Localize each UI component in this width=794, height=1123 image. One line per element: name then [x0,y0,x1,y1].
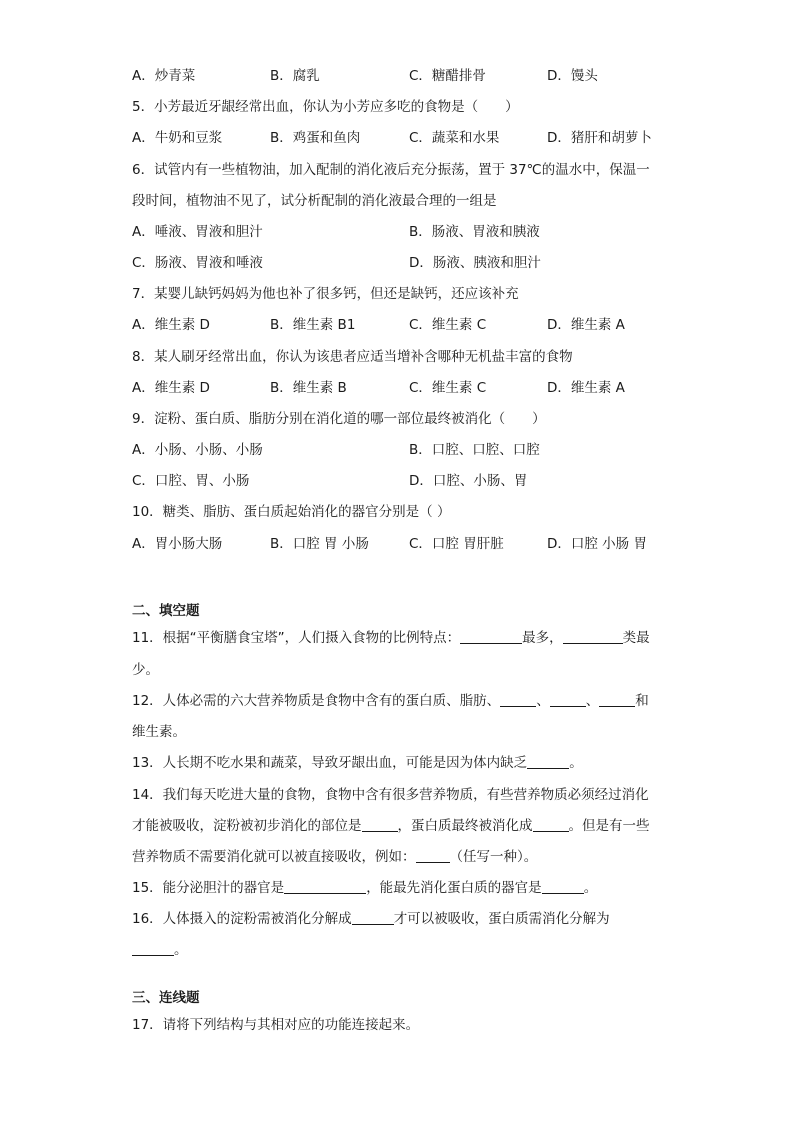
q15-line [132,878,597,898]
q17-stem: 17．请将下列结构与其相对应的功能连接起来。 [132,1017,420,1033]
q15-blank-2 [542,879,584,894]
q13-text-1: 13．人长期不吃水果和蔬菜，导致牙龈出血，可能是因为体内缺乏 [132,755,528,771]
q16-line1 [132,909,610,929]
q11-line2: 少。 [132,662,159,678]
q9-option-d: D．口腔、小肠、胃 [409,473,528,489]
q4-option-b: B．腐乳 [270,68,320,84]
q6-stem-line1: 6．试管内有一些植物油，加入配制的消化液后充分振荡，置于 37℃的温水中，保温一 [132,162,650,178]
q14-line1: 14．我们每天吃进大量的食物，食物中含有很多营养物质，有些营养物质必须经过消化 [132,787,649,803]
q12-blank-2 [550,692,586,707]
q15-text-2: ，能最先消化蛋白质的器官是 [366,880,542,896]
q12-blank-3 [599,692,635,707]
q12-sep-2: 、 [585,693,600,709]
q4-option-a: A．炒青菜 [132,68,196,84]
q16-line2 [132,940,188,960]
q4-option-c: C．糖醋排骨 [409,68,486,84]
section-matching-title: 三、连线题 [132,990,200,1006]
q9-stem: 9．淀粉、蛋白质、脂肪分别在消化道的哪一部位最终被消化（ ） [132,411,546,427]
q16-blank-1 [352,910,394,925]
q12-text-1: 12．人体必需的六大营养物质是食物中含有的蛋白质、脂肪、 [132,693,501,709]
q5-stem: 5．小芳最近牙龈经常出血，你认为小芳应多吃的食物是（ ） [132,99,519,115]
q14-text-1: 才能被吸收，淀粉被初步消化的部位是 [132,818,362,834]
q16-text-2: 才可以被吸收，蛋白质需消化分解为 [393,911,610,927]
q8-option-c: C．维生素 C [409,380,487,396]
q15-text-3: 。 [583,880,598,896]
q11-text-3: 类最 [622,630,650,646]
q13-text-2: 。 [569,755,583,771]
q9-option-a: A．小肠、小肠、小肠 [132,442,263,458]
q14-blank-1 [362,817,398,832]
q8-option-d: D．维生素 A [547,380,625,396]
q15-blank-1 [284,879,366,894]
q7-option-a: A．维生素 D [132,317,210,333]
q12-line1 [132,691,649,711]
q4-option-d: D．馒头 [547,68,598,84]
q14-text-3: 。但是有一些 [568,818,650,834]
q6-option-b: B．肠液、胃液和胰液 [409,224,540,240]
q6-option-a: A．唾液、胃液和胆汁 [132,224,263,240]
q14-text-2: ，蛋白质最终被消化成 [397,818,533,834]
q8-stem: 8．某人刷牙经常出血，你认为该患者应适当增补含哪种无机盐丰富的食物 [132,349,573,365]
q10-stem: 10．糖类、脂肪、蛋白质起始消化的器官分别是（ ） [132,504,451,520]
q14-line2 [132,816,650,836]
q7-option-c: C．维生素 C [409,317,487,333]
q16-text-3: 。 [174,942,188,958]
q10-option-b: B．口腔 胃 小肠 [270,536,369,552]
q10-option-c: C．口腔 胃肝脏 [409,536,504,552]
q15-text-1: 15．能分泌胆汁的器官是 [132,880,285,896]
q13-line [132,753,583,773]
q8-option-b: B．维生素 B [270,380,347,396]
q5-option-b: B．鸡蛋和鱼肉 [270,130,361,146]
q10-option-d: D．口腔 小肠 胃 [547,536,647,552]
q6-option-d: D．肠液、胰液和胆汁 [409,255,541,271]
q5-option-d: D．猪肝和胡萝卜 [547,130,652,146]
q16-blank-2 [132,941,174,956]
q14-blank-2 [533,817,569,832]
q7-option-d: D．维生素 A [547,317,625,333]
q6-stem-line2: 段时间，植物油不见了，试分析配制的消化液最合理的一组是 [132,193,497,209]
q14-blank-3 [416,848,450,863]
q5-option-a: A．牛奶和豆浆 [132,130,223,146]
q11-text-1: 11．根据“平衡膳食宝塔”，人们摄入食物的比例特点： [132,630,461,646]
q11-line1 [132,628,650,648]
q7-option-b: B．维生素 B1 [270,317,356,333]
q9-option-c: C．口腔、胃、小肠 [132,473,250,489]
q11-blank-2 [563,629,623,644]
q11-blank-1 [460,629,522,644]
q5-option-c: C．蔬菜和水果 [409,130,500,146]
q7-stem: 7．某婴儿缺钙妈妈为他也补了很多钙，但还是缺钙，还应该补充 [132,286,519,302]
q12-line2: 维生素。 [132,724,186,740]
q10-option-a: A．胃小肠大肠 [132,536,223,552]
q6-option-c: C．肠液、胃液和唾液 [132,255,263,271]
q14-text-5: （任写一种）。 [449,849,538,865]
q14-line3 [132,847,537,867]
q14-text-4: 营养物质不需要消化就可以被直接吸收，例如： [132,849,416,865]
q12-blank-1 [500,692,536,707]
q11-text-2: 最多， [522,630,563,646]
q8-option-a: A．维生素 D [132,380,210,396]
q16-text-1: 16．人体摄入的淀粉需被消化分解成 [132,911,352,927]
q12-text-2: 和 [635,693,649,709]
q9-option-b: B．口腔、口腔、口腔 [409,442,540,458]
section-fill-blank-title: 二、填空题 [132,603,200,619]
q13-blank [527,754,569,769]
q12-sep-1: 、 [536,693,550,709]
